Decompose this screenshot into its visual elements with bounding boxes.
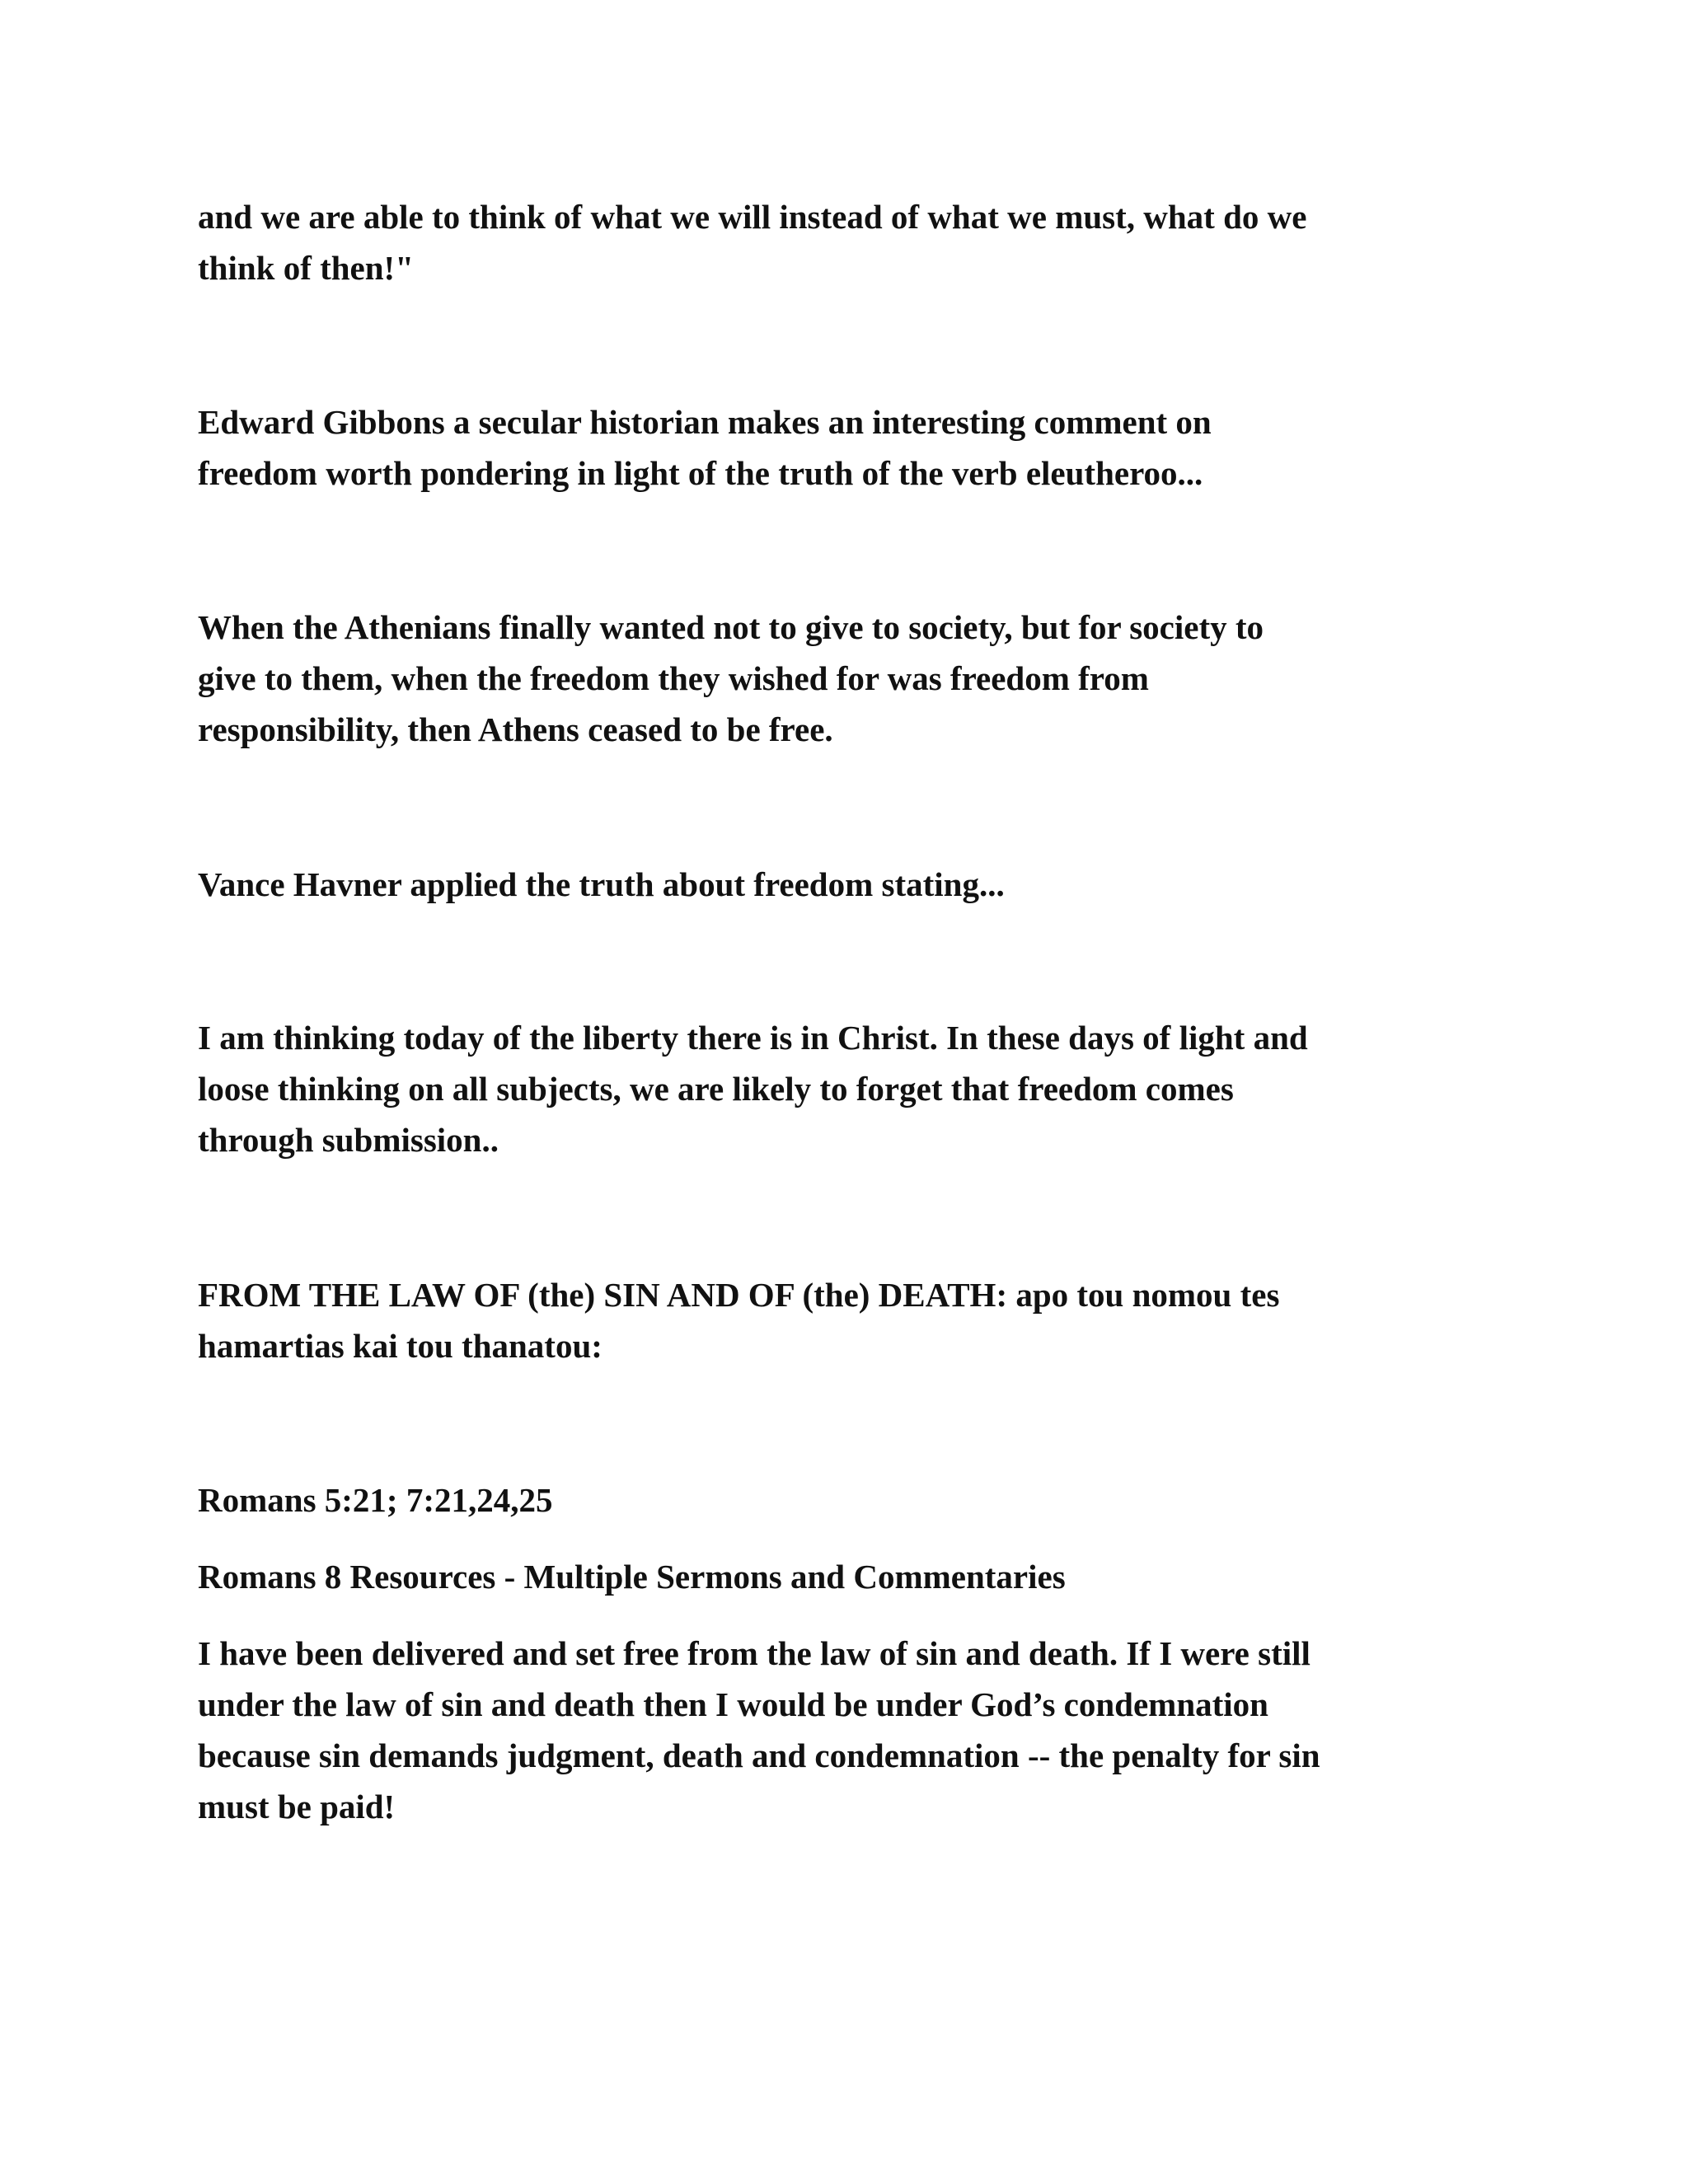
- text-line: responsibility, then Athens ceased to be free.: [198, 710, 833, 748]
- text-line: give to them, when the freedom they wished for was freedom from: [198, 659, 1149, 697]
- text-line: Vance Havner applied the truth about freedom stating...: [198, 865, 1005, 903]
- text-line: must be paid!: [198, 1788, 396, 1825]
- resources-link[interactable]: [198, 1551, 1500, 1602]
- paragraph-gibbons-intro: [198, 396, 1500, 499]
- text-line: FROM THE LAW OF (the) SIN AND OF (the) DEATH: apo tou nomou tes: [198, 1276, 1280, 1314]
- text-line: I am thinking today of the liberty there is in Christ. In these days of light and: [198, 1019, 1308, 1057]
- text-line: and we are able to think of what we will instead of what we must, what do we: [198, 198, 1307, 236]
- paragraph-quote-ending: [198, 191, 1500, 293]
- text-line[interactable]: Romans 8 Resources - Multiple Sermons and Commentaries: [198, 1558, 1066, 1596]
- text-line: because sin demands judgment, death and condemnation -- the penalty for sin: [198, 1736, 1320, 1774]
- text-line: When the Athenians finally wanted not to give to society, but for society to: [198, 608, 1264, 646]
- scripture-references: [198, 1474, 1500, 1526]
- paragraph-delivered-text: [198, 1628, 1500, 1832]
- text-line: think of then!": [198, 249, 414, 287]
- text-line: Edward Gibbons a secular historian makes an interesting comment on: [198, 403, 1212, 441]
- paragraph-athenians-quote: [198, 602, 1500, 755]
- text-line: under the law of sin and death then I would be under God’s condemnation: [198, 1685, 1268, 1723]
- text-line: Romans 5:21; 7:21,24,25: [198, 1481, 553, 1519]
- paragraph-havner-intro: [198, 859, 1500, 910]
- text-line: hamartias kai tou thanatou:: [198, 1327, 603, 1365]
- text-line: loose thinking on all subjects, we are likely to forget that freedom comes: [198, 1070, 1234, 1108]
- text-line: I have been delivered and set free from the law of sin and death. If I were still: [198, 1634, 1311, 1672]
- text-line: freedom worth pondering in light of the truth of the verb eleutheroo...: [198, 454, 1203, 492]
- paragraph-havner-quote: [198, 1012, 1500, 1165]
- section-heading: [198, 1269, 1500, 1371]
- text-line: through submission..: [198, 1121, 499, 1159]
